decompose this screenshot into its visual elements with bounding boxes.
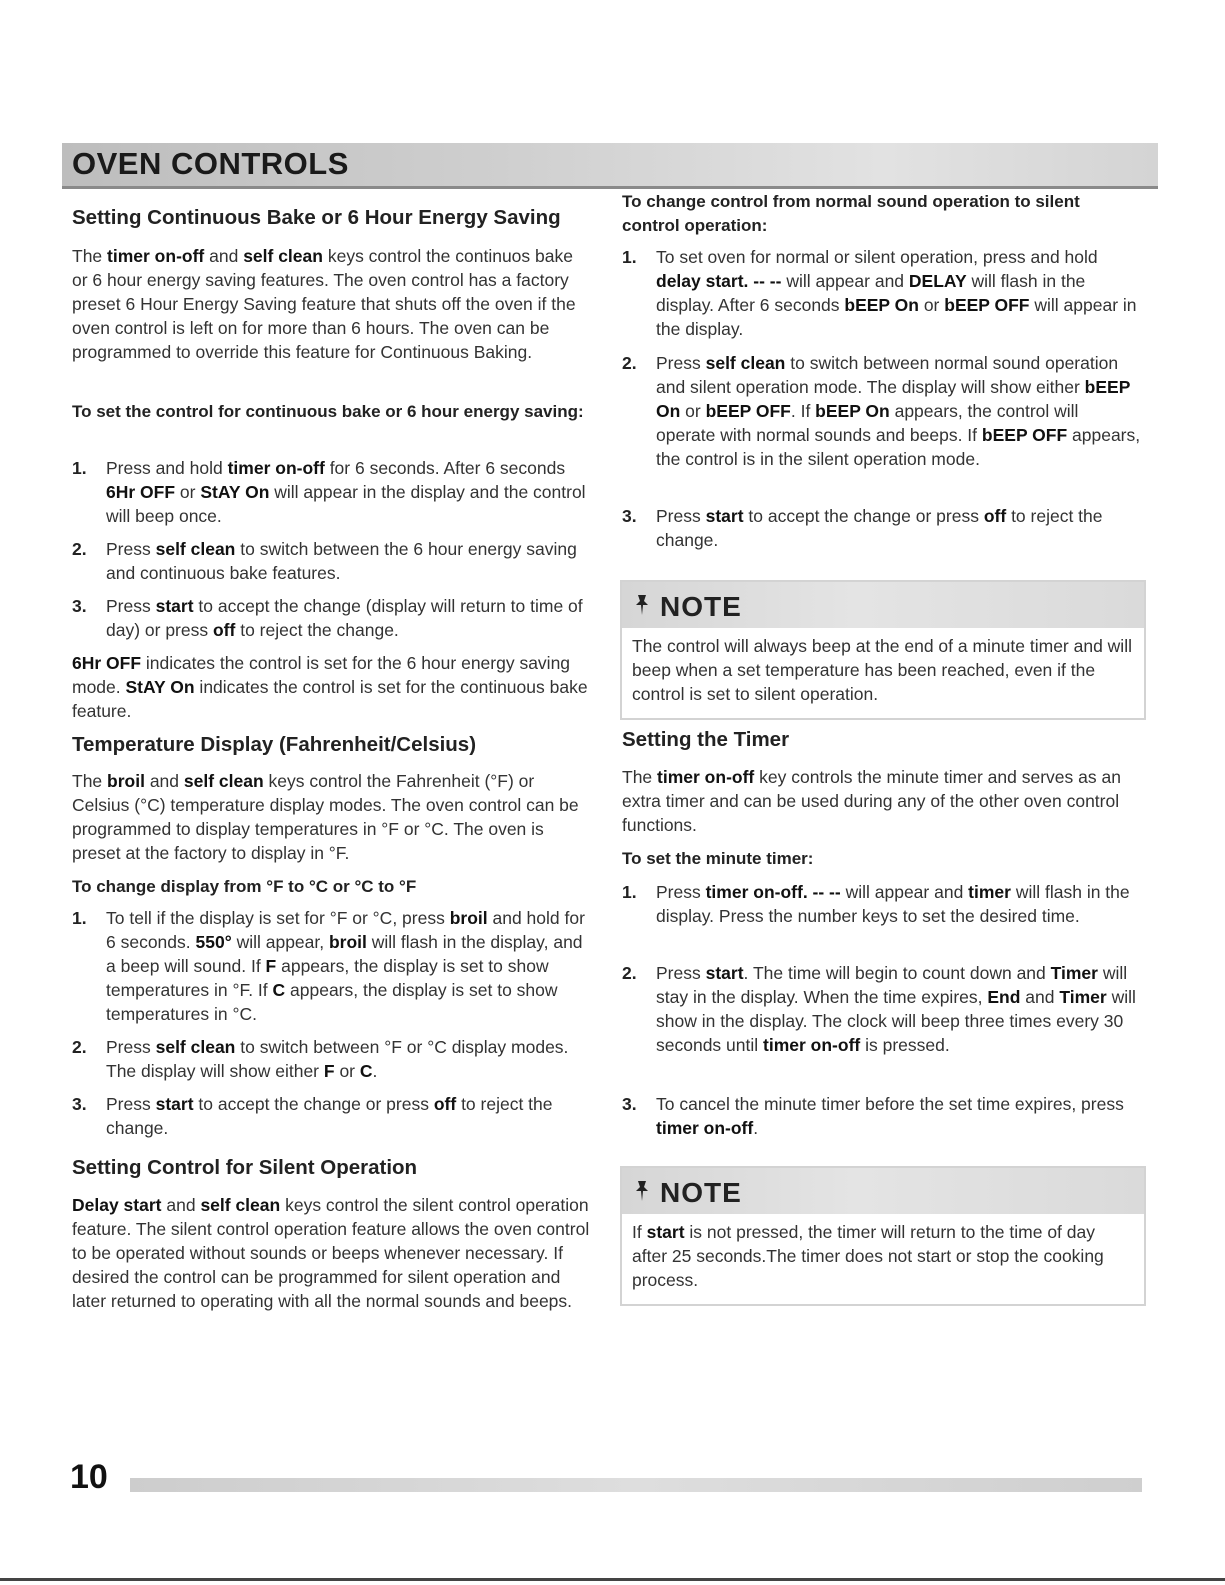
list-number: 2. [72, 539, 87, 559]
note-box [620, 580, 1146, 720]
section-title-temperature-display: Temperature Display (Fahrenheit/Celsius) [72, 733, 477, 756]
page-number: 10 [70, 1458, 108, 1496]
section-title-silent-operation: Setting Control for Silent Operation [72, 1156, 418, 1179]
list-number: 1. [72, 908, 87, 928]
list-item: 2. Press start. The time will begin to count down and Timer will stay in the display. When the time expires, End and Timer will show in the display. The clock will beep three times every 30 seconds until timer on-off is pressed. [622, 963, 1136, 1055]
note-header [622, 582, 1144, 628]
paragraph-temperature-intro: The broil and self clean keys control the Fahrenheit (°F) or Celsius (°C) temperature display modes. The oven control can be programmed to display temperatures in °F or °C. The oven is preset at the factory to display in °F. [72, 771, 579, 863]
list-item: 1. Press and hold timer on-off for 6 seconds. After 6 seconds 6Hr OFF or StAY On will appear in the display and the control will beep once. [72, 458, 586, 526]
note-header [622, 1168, 1144, 1214]
subheading-set-timer: To set the minute timer: [622, 849, 814, 868]
list-item: 3. Press start to accept the change or press off to reject the change. [72, 1094, 553, 1138]
section-title-timer: Setting the Timer [622, 728, 790, 751]
list-number: 2. [622, 963, 637, 983]
pushpin-icon [632, 593, 652, 617]
list-item: 3. To cancel the minute timer before the set time expires, press timer on-off. [622, 1094, 1124, 1138]
subheading-set-continuous-bake: To set the control for continuous bake or 6 hour energy saving: [72, 402, 584, 421]
list-item: 1. To tell if the display is set for °F or °C, press broil and hold for 6 seconds. 550° will appear, broil will flash in the display, and a beep will sound. If F appears, the display is set to show temperatures in °F. If C appears, the display is set to show temperatures in °C. [72, 908, 585, 1024]
list-number: 1. [72, 458, 87, 478]
list-item: 2. Press self clean to switch between normal sound operation and silent operation mode. The display will show either bEEP On or bEEP OFF. If bEEP On appears, the control will operate with normal sounds and beeps. If bEEP OFF appears, the control is in the silent operation mode. [622, 353, 1141, 469]
list-number: 3. [72, 1094, 87, 1114]
note-title: NOTE [660, 591, 742, 622]
list-number: 3. [72, 596, 87, 616]
paragraph-silent-intro: Delay start and self clean keys control the silent control operation feature. The silent control operation feature allows the oven control to be operated without sounds or beeps whenever necessary. If desired the control can be programmed for silent operation and later returned to operating with all the normal sounds and beeps. [72, 1195, 590, 1311]
list-item: 2. Press self clean to switch between °F or °C display modes. The display will show either F or C. [72, 1037, 569, 1081]
pushpin-icon [632, 1179, 652, 1203]
list-number: 3. [622, 1094, 637, 1114]
list-item: 1. To set oven for normal or silent operation, press and hold delay start. -- -- will appear and DELAY will flash in the display. After 6 seconds bEEP On or bEEP OFF will appear in the display. [622, 247, 1137, 339]
list-number: 1. [622, 247, 637, 267]
list-number: 2. [622, 353, 637, 373]
footer-bar [130, 1478, 1142, 1492]
list-item: 3. Press start to accept the change or press off to reject the change. [622, 506, 1103, 550]
note-body: The control will always beep at the end of a minute timer and will beep when a set temperature has been reached, even if the control is set to silent operation. [632, 636, 1132, 704]
list-item: 2. Press self clean to switch between the 6 hour energy saving and continuous bake features. [72, 539, 577, 583]
note-body: If start is not pressed, the timer will return to the time of day after 25 seconds.The timer does not start or stop the cooking process. [632, 1222, 1104, 1290]
paragraph-continuous-bake-intro: The timer on-off and self clean keys control the continuos bake or 6 hour energy saving features. The oven control has a factory preset 6 Hour Energy Saving feature that shuts off the oven if the oven control is left on for more than 6 hours. The oven can be programmed to override this feature for Continuous Baking. [72, 246, 576, 362]
list-number: 1. [622, 882, 637, 902]
subheading-change-sound: To change control from normal sound operation to silent control operation: [622, 192, 1080, 235]
list-number: 2. [72, 1037, 87, 1057]
paragraph-timer-intro: The timer on-off key controls the minute timer and serves as an extra timer and can be used during any of the other oven control functions. [622, 767, 1121, 835]
note-title: NOTE [660, 1177, 742, 1208]
banner-title: OVEN CONTROLS [72, 146, 349, 181]
section-banner [62, 143, 1158, 189]
list-number: 3. [622, 506, 637, 526]
section-title-continuous-bake: Setting Continuous Bake or 6 Hour Energy Saving [72, 206, 561, 229]
paragraph-continuous-bake-outro: 6Hr OFF indicates the control is set for the 6 hour energy saving mode. StAY On indicates the control is set for the continuous bake feature. [72, 653, 588, 721]
note-box [620, 1166, 1146, 1306]
list-item: 3. Press start to accept the change (display will return to time of day) or press off to reject the change. [72, 596, 583, 640]
bottom-rule [0, 1578, 1225, 1581]
list-item: 1. Press timer on-off. -- -- will appear and timer will flash in the display. Press the number keys to set the desired time. [622, 882, 1130, 926]
subheading-change-display: To change display from °F to °C or °C to °F [72, 877, 417, 896]
